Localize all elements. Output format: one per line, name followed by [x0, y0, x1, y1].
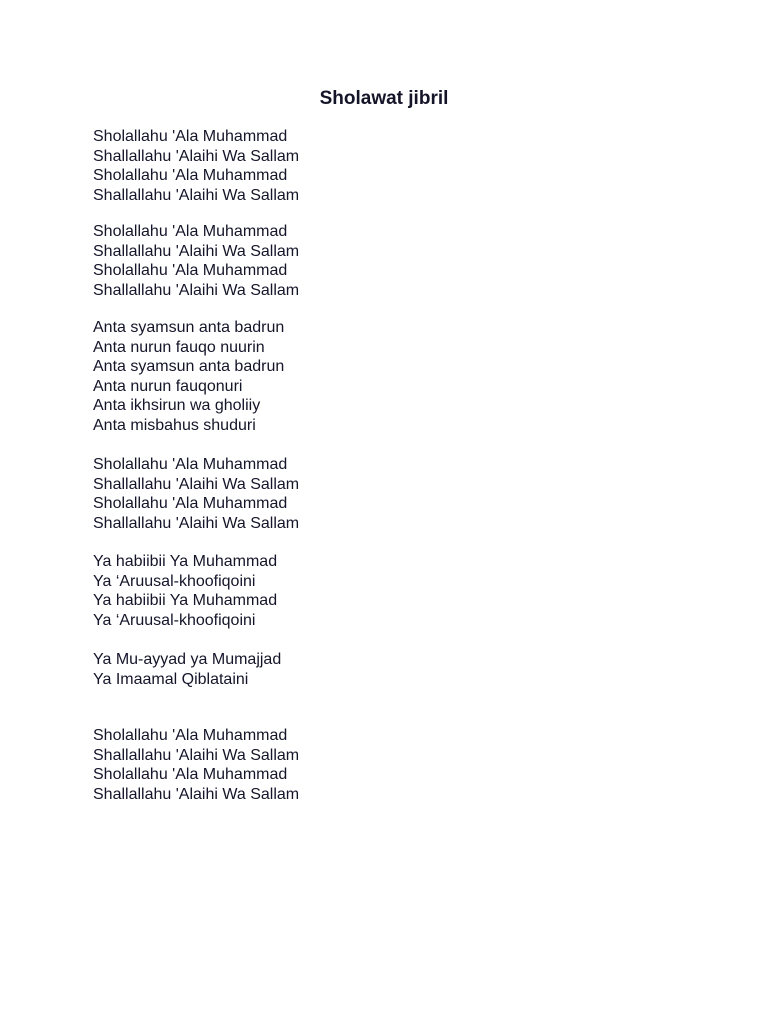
- lyric-line: Sholallahu 'Ala Muhammad: [93, 727, 288, 744]
- lyric-line: Shallallahu 'Alaihi Wa Sallam: [93, 242, 300, 260]
- stanza-4: [93, 455, 299, 533]
- lyric-line: Shallallahu 'Alaihi Wa Sallam: [93, 475, 300, 493]
- lyric-line: Shallallahu 'Alaihi Wa Sallam: [93, 186, 300, 204]
- stanza-5: [93, 552, 277, 630]
- lyric-line: Shallallahu 'Alaihi Wa Sallam: [93, 785, 300, 803]
- lyric-line: Shallallahu 'Alaihi Wa Sallam: [93, 746, 300, 764]
- lyric-line: Ya Mu-ayyad ya Mumajjad: [93, 651, 282, 668]
- stanza-1: [93, 127, 299, 205]
- stanza-2: [93, 222, 299, 300]
- document-title: Sholawat jibril: [319, 88, 449, 109]
- stanza-6: [93, 650, 281, 689]
- lyric-line: Shallallahu 'Alaihi Wa Sallam: [93, 147, 300, 165]
- lyric-line: Shallallahu 'Alaihi Wa Sallam: [93, 281, 300, 299]
- lyric-line: Sholallahu 'Ala Muhammad: [93, 223, 288, 240]
- lyric-line: Anta nurun fauqo nuurin: [93, 338, 265, 356]
- lyric-line: Sholallahu 'Ala Muhammad: [93, 766, 288, 783]
- lyric-line: Sholallahu 'Ala Muhammad: [93, 456, 288, 473]
- lyric-line: Sholallahu 'Ala Muhammad: [93, 128, 288, 145]
- lyric-line: Anta misbahus shuduri: [93, 416, 256, 434]
- lyric-line: Anta syamsun anta badrun: [93, 319, 285, 336]
- lyric-line: Sholallahu 'Ala Muhammad: [93, 167, 288, 184]
- lyric-line: Ya habiibii Ya Muhammad: [93, 553, 278, 570]
- lyric-line: Ya ‘Aruusal-khoofiqoini: [93, 572, 256, 590]
- lyric-line: Anta syamsun anta badrun: [93, 358, 285, 375]
- lyric-line: Sholallahu 'Ala Muhammad: [93, 262, 288, 279]
- lyric-line: Sholallahu 'Ala Muhammad: [93, 495, 288, 512]
- lyric-line: Anta ikhsirun wa gholiiy: [93, 397, 261, 414]
- stanza-3: [93, 318, 284, 435]
- lyric-line: Ya ‘Aruusal-khoofiqoini: [93, 611, 256, 629]
- lyric-line: Ya habiibii Ya Muhammad: [93, 592, 278, 609]
- stanza-7: [93, 726, 299, 804]
- lyric-line: Shallallahu 'Alaihi Wa Sallam: [93, 514, 300, 532]
- lyric-line: Ya Imaamal Qiblataini: [93, 670, 249, 688]
- lyric-line: Anta nurun fauqonuri: [93, 377, 243, 395]
